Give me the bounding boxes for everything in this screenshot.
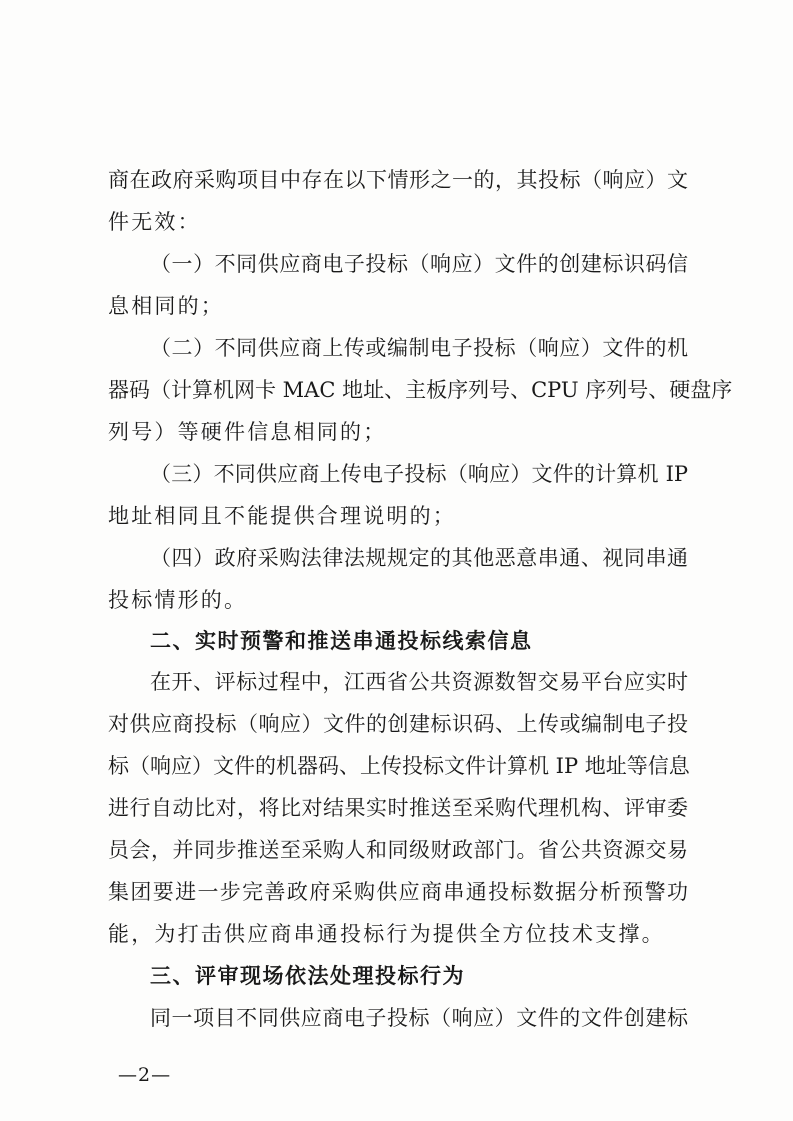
page-number: —2— xyxy=(118,1064,172,1086)
paragraph-line: 同一项目不同供应商电子投标（响应）文件的文件创建标 xyxy=(150,1006,688,1030)
paragraph-line: 能，为打击供应商串通投标行为提供全方位技术支撑。 xyxy=(108,922,665,946)
paragraph-line: 集团要进一步完善政府采购供应商串通投标数据分析预警功 xyxy=(108,880,688,904)
paragraph-line: 员会，并同步推送至采购人和同级财政部门。省公共资源交易 xyxy=(108,838,688,862)
paragraph-line: 在开、评标过程中，江西省公共资源数智交易平台应实时 xyxy=(150,670,688,694)
paragraph-line: （二）不同供应商上传或编制电子投标（响应）文件的机 xyxy=(150,336,688,360)
paragraph-line: 对供应商投标（响应）文件的创建标识码、上传或编制电子投 xyxy=(108,712,688,736)
paragraph-line: 进行自动比对，将比对结果实时推送至采购代理机构、评审委 xyxy=(108,796,688,820)
section-heading: 三、评审现场依法处理投标行为 xyxy=(150,964,465,988)
paragraph-line: （四）政府采购法律法规规定的其他恶意串通、视同串通 xyxy=(150,546,688,570)
paragraph-line: 息相同的； xyxy=(108,294,224,318)
section-heading: 二、实时预警和推送串通投标线索信息 xyxy=(150,629,533,653)
paragraph-line: （三）不同供应商上传电子投标（响应）文件的计算机 IP xyxy=(150,462,688,486)
paragraph-line: 件无效： xyxy=(108,210,201,234)
paragraph-line: 地址相同且不能提供合理说明的； xyxy=(108,504,456,528)
paragraph-line: 器码（计算机网卡 MAC 地址、主板序列号、CPU 序列号、硬盘序 xyxy=(108,378,733,402)
paragraph-line: （一）不同供应商电子投标（响应）文件的创建标识码信 xyxy=(150,252,688,276)
paragraph-line: 列号）等硬件信息相同的； xyxy=(108,420,387,444)
paragraph-line: 商在政府采购项目中存在以下情形之一的，其投标（响应）文 xyxy=(108,168,688,192)
paragraph-line: 投标情形的。 xyxy=(108,588,248,612)
paragraph-line: 标（响应）文件的机器码、上传投标文件计算机 IP 地址等信息 xyxy=(108,754,690,778)
